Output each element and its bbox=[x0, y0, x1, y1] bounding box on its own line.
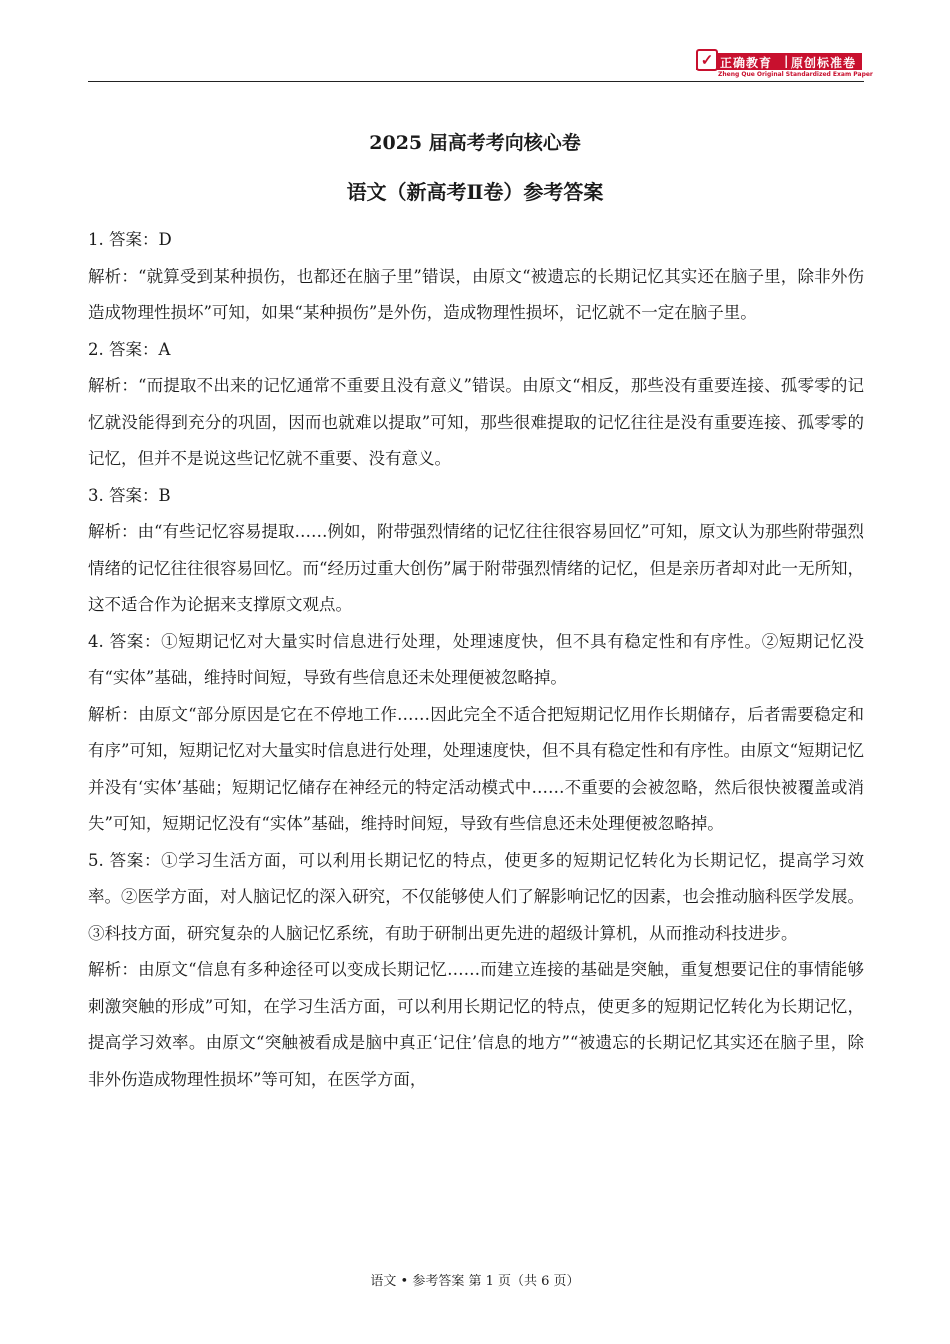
page-footer: 语文 • 参考答案 第 1 页（共 6 页） bbox=[370, 1274, 580, 1289]
logo-separator: | bbox=[784, 54, 789, 68]
answer-paragraph: 5. 答案：①学习生活方面，可以利用长期记忆的特点，使更多的短期记忆转化为长期记忆，提高学习效率。②医学方面，对人脑记忆的深入研究，不仅能够使人们了解影响记忆的因素，也会推动脑科医学发展。③科技方面，研究复杂的人脑记忆系统，有助于研制出更先进的超级计算机，从而推动科技进步。 bbox=[88, 850, 864, 943]
header-divider bbox=[88, 81, 864, 82]
answer-line: 2. 答案：A bbox=[88, 339, 171, 359]
explanation-paragraph: 解析：“而提取不出来的记忆通常不重要且没有意义”错误。由原文“相反，那些没有重要连接、孤零零的记忆就没能得到充分的巩固，因而也就难以提取”可知，那些很难提取的记忆往往是没有重要连接、孤零零的记忆，但并不是说这些记忆就不重要、没有意义。 bbox=[88, 376, 864, 468]
page-title: 2025 届高考考向核心卷 bbox=[369, 132, 581, 154]
logo bbox=[696, 49, 873, 81]
logo-subtitle: Zheng Que Original Standardized Exam Paper bbox=[718, 71, 873, 78]
explanation-paragraph: 解析：由原文“部分原因是它在不停地工作……因此完全不适合把短期记忆用作长期储存，后者需要稳定和有序”可知，短期记忆对大量实时信息进行处理，处理速度快，但不具有稳定性和有序性。由原文“短期记忆并没有‘实体’基础；短期记忆储存在神经元的特定活动模式中……不重要的会被忽略，然后很快被覆盖或消失”可知，短期记忆没有“实体”基础，维持时间短，导致有些信息还未处理便被忽略掉。 bbox=[88, 704, 864, 833]
explanation-paragraph: 解析：由原文“信息有多种途径可以变成长期记忆……而建立连接的基础是突触，重复想要记住的事情能够刺激突触的形成”可知，在学习生活方面，可以利用长期记忆的特点，使更多的短期记忆转化为长期记忆，提高学习效率。由原文“突触被看成是脑中真正‘记住’信息的地方”“被遗忘的长期记忆其实还在脑子里，除非外伤造成物理性损坏”等可知，在医学方面， bbox=[88, 960, 864, 1089]
answer-line: 3. 答案：B bbox=[88, 485, 171, 505]
answer-paragraph: 4. 答案：①短期记忆对大量实时信息进行处理，处理速度快，但不具有稳定性和有序性。②短期记忆没有“实体”基础，维持时间短，导致有些信息还未处理便被忽略掉。 bbox=[88, 631, 864, 687]
logo-banner bbox=[696, 53, 862, 70]
logo-slogan: 原创标准卷 bbox=[791, 56, 857, 70]
explanation-paragraph: 解析：“就算受到某种损伤，也都还在脑子里”错误，由原文“被遗忘的长期记忆其实还在脑子里，除非外伤造成物理性损坏”可知，如果“某种损伤”是外伤，造成物理性损坏，记忆就不一定在脑子里。 bbox=[88, 266, 864, 322]
answer-line: 1. 答案：D bbox=[88, 230, 172, 249]
logo-brand: 正确教育 bbox=[720, 56, 773, 70]
answer-content bbox=[88, 222, 864, 1098]
explanation-paragraph: 解析：由“有些记忆容易提取……例如，附带强烈情绪的记忆往往很容易回忆”可知，原文认为那些附带强烈情绪的记忆往往很容易回忆。而“经历过重大创伤”属于附带强烈情绪的记忆，但是亲历者却对此一无所知，这不适合作为论据来支撑原文观点。 bbox=[88, 522, 864, 614]
page-subtitle: 语文（新高考Ⅱ卷）参考答案 bbox=[346, 180, 604, 204]
checkmark-icon: ✓ bbox=[696, 49, 718, 71]
